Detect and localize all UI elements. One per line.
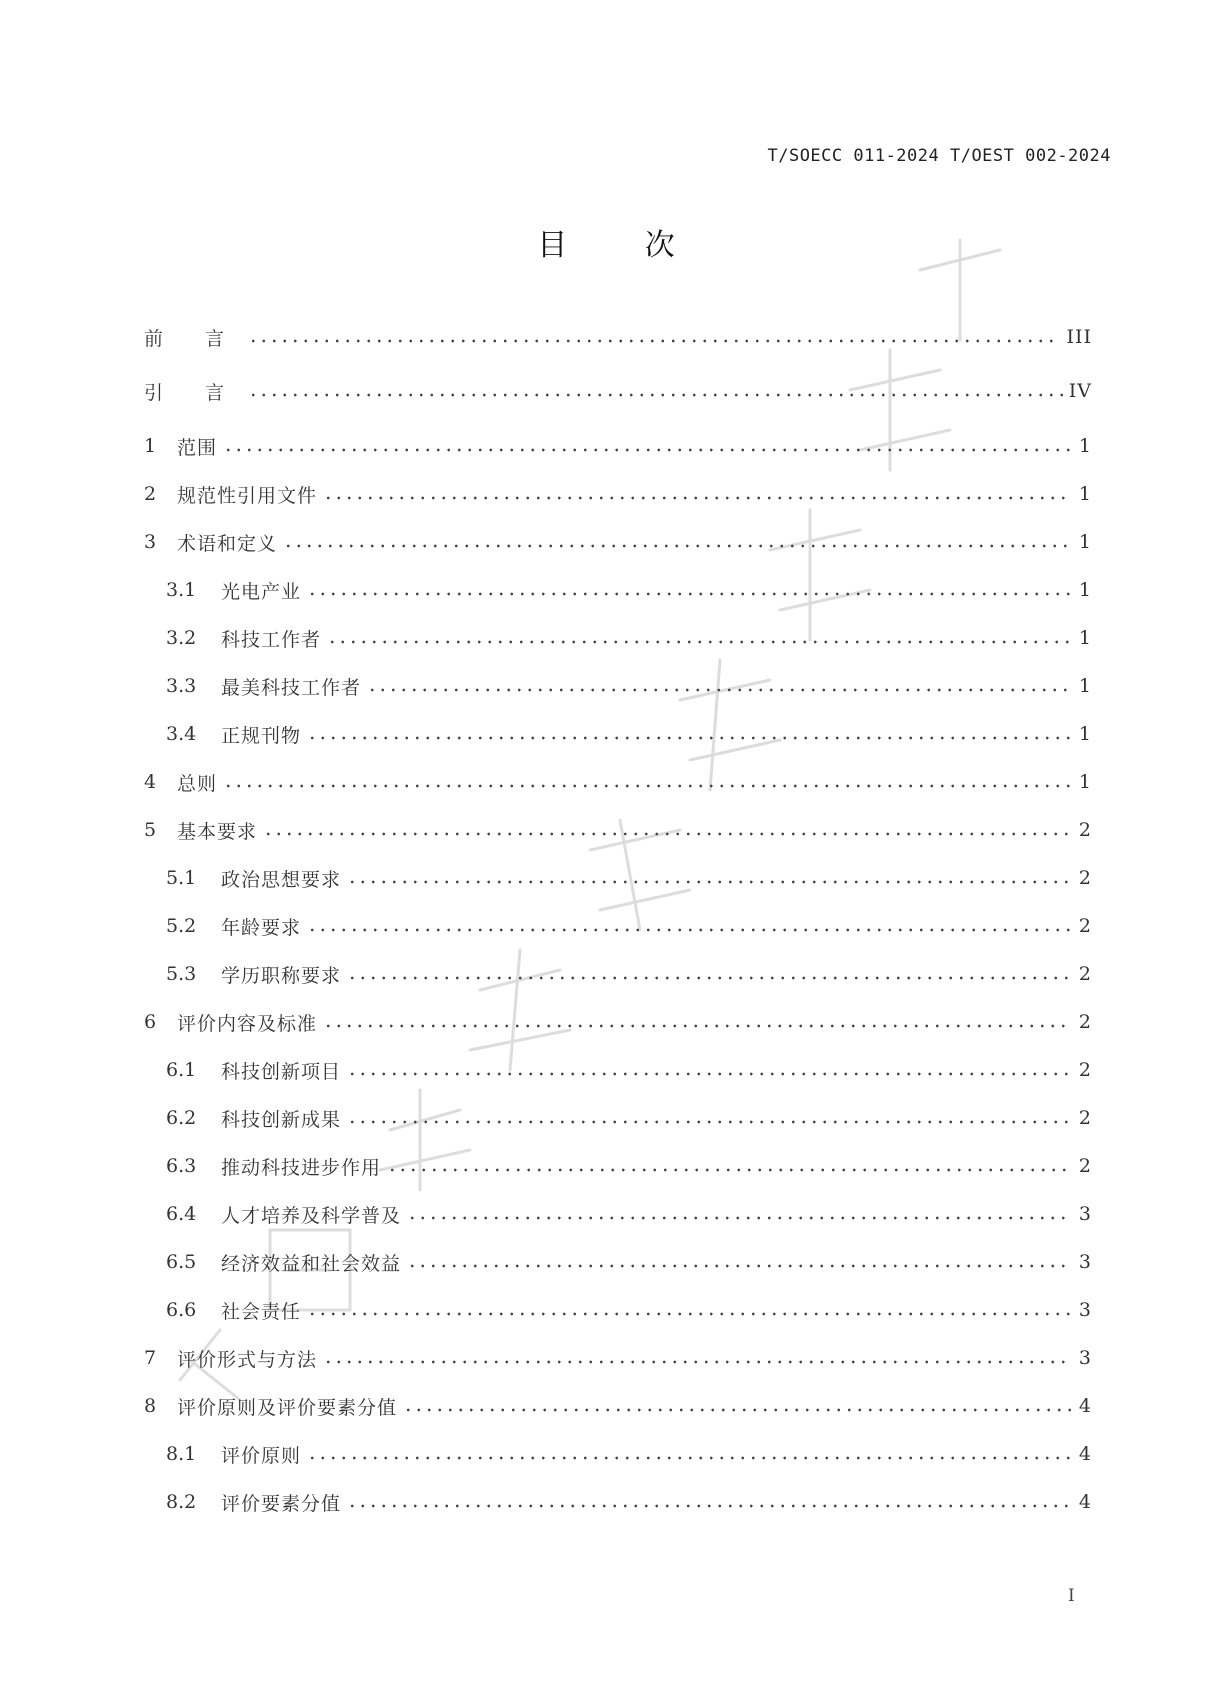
toc-entry-page: 2	[1078, 819, 1092, 841]
toc-entry[interactable]	[166, 1103, 1092, 1133]
toc-leader-dots	[263, 832, 1072, 836]
toc-entry-page: 1	[1078, 531, 1092, 553]
toc-entry-number: 8.2	[166, 1491, 197, 1513]
toc-leader-dots	[307, 592, 1072, 596]
toc-entry[interactable]	[166, 1487, 1092, 1517]
toc-entry-number: 8	[144, 1395, 157, 1417]
toc-leader-dots	[367, 688, 1072, 692]
toc-entry-label: 政治思想要求	[221, 868, 342, 891]
toc-entry[interactable]	[144, 1007, 1092, 1037]
toc-entry-page: 1	[1078, 435, 1092, 457]
toc-entry-page: 2	[1078, 963, 1092, 985]
toc-entry-label: 科技工作者	[221, 628, 322, 651]
toc-entry-label: 科技创新项目	[221, 1060, 342, 1083]
toc-entry-page: 2	[1078, 1107, 1092, 1129]
toc-entry-page: 4	[1078, 1491, 1092, 1513]
toc-entry-number: 3.1	[166, 579, 197, 601]
toc-entry-page: 2	[1078, 867, 1092, 889]
toc-entry-number: 5	[144, 819, 157, 841]
toc-entry-label: 年龄要求	[221, 916, 302, 939]
toc-entry-page: 2	[1078, 1155, 1092, 1177]
toc-entry-page: 3	[1078, 1299, 1092, 1321]
toc-entry[interactable]	[166, 863, 1092, 893]
toc-entry-number: 4	[144, 771, 157, 793]
toc-entry-number: 1	[144, 435, 157, 457]
toc-entry-page: III	[1066, 326, 1092, 348]
toc-entry-number: 3.4	[166, 723, 197, 745]
toc-leader-dots	[248, 393, 1063, 397]
toc-entry-number: 7	[144, 1347, 157, 1369]
toc-entry[interactable]	[166, 1247, 1092, 1277]
toc-leader-dots	[387, 1168, 1072, 1172]
toc-entry-number: 8.1	[166, 1443, 197, 1465]
toc-leader-dots	[403, 1408, 1072, 1412]
toc-leader-dots	[307, 1456, 1072, 1460]
toc-entry-number: 6.6	[166, 1299, 197, 1321]
toc-entry-page: 1	[1078, 771, 1092, 793]
toc-entry-page: 4	[1078, 1443, 1092, 1465]
toc-leader-dots	[323, 1024, 1072, 1028]
toc-leader-dots	[248, 339, 1060, 343]
toc-entry-number: 6.5	[166, 1251, 197, 1273]
toc-leader-dots	[307, 928, 1072, 932]
toc-entry[interactable]	[166, 911, 1092, 941]
toc-entry[interactable]	[144, 479, 1092, 509]
toc-entry-page: 4	[1078, 1395, 1092, 1417]
toc-entry[interactable]	[144, 376, 1092, 406]
toc-leader-dots	[347, 1120, 1072, 1124]
standard-code: T/SOECC 011-2024 T/OEST 002-2024	[767, 146, 1111, 166]
toc-entry-label: 总则	[177, 772, 218, 795]
toc-entry[interactable]	[166, 959, 1092, 989]
toc-entry[interactable]	[166, 1055, 1092, 1085]
toc-entry[interactable]	[144, 527, 1092, 557]
toc-entry-label: 引 言	[144, 381, 243, 404]
toc-leader-dots	[323, 1360, 1072, 1364]
toc-entry[interactable]	[144, 322, 1092, 352]
toc-entry[interactable]	[166, 1151, 1092, 1181]
toc-leader-dots	[347, 880, 1072, 884]
toc-entry-number: 6	[144, 1011, 157, 1033]
toc-entry-label: 人才培养及科学普及	[221, 1204, 402, 1227]
toc-entry-label: 评价要素分值	[221, 1492, 342, 1515]
toc-entry-number: 6.4	[166, 1203, 197, 1225]
toc-leader-dots	[327, 640, 1072, 644]
toc-entry-label: 术语和定义	[177, 532, 278, 555]
toc-entry-label: 评价内容及标准	[177, 1012, 318, 1035]
toc-entry-number: 5.2	[166, 915, 197, 937]
toc-entry-label: 前 言	[144, 327, 243, 350]
toc-entry-page: 2	[1078, 1059, 1092, 1081]
toc-entry-label: 评价形式与方法	[177, 1348, 318, 1371]
toc-leader-dots	[307, 1312, 1072, 1316]
toc-entry-number: 5.3	[166, 963, 197, 985]
toc-entry[interactable]	[144, 815, 1092, 845]
toc-entry-label: 社会责任	[221, 1300, 302, 1323]
toc-leader-dots	[347, 1504, 1072, 1508]
toc-entry-number: 2	[144, 483, 157, 505]
toc-entry-label: 学历职称要求	[221, 964, 342, 987]
toc-entry-page: 1	[1078, 675, 1092, 697]
toc-entry[interactable]	[166, 1439, 1092, 1469]
toc-entry[interactable]	[166, 1295, 1092, 1325]
toc-entry-page: 1	[1078, 579, 1092, 601]
toc-leader-dots	[347, 976, 1072, 980]
toc-entry-page: 1	[1078, 483, 1092, 505]
toc-entry-label: 规范性引用文件	[177, 484, 318, 507]
toc-entry-page: 1	[1078, 723, 1092, 745]
toc-entry[interactable]	[166, 1199, 1092, 1229]
toc-entry-page: 3	[1078, 1347, 1092, 1369]
toc-entry-label: 最美科技工作者	[221, 676, 362, 699]
toc-entry[interactable]	[144, 1391, 1092, 1421]
toc-entry-number: 3	[144, 531, 157, 553]
toc-entry-number: 6.1	[166, 1059, 197, 1081]
toc-leader-dots	[307, 736, 1072, 740]
toc-entry[interactable]	[166, 575, 1092, 605]
toc-entry-page: 2	[1078, 915, 1092, 937]
toc-leader-dots	[323, 496, 1072, 500]
toc-leader-dots	[407, 1216, 1072, 1220]
toc-entry-label: 正规刊物	[221, 724, 302, 747]
toc-entry-label: 光电产业	[221, 580, 302, 603]
toc-entry-label: 推动科技进步作用	[221, 1156, 382, 1179]
toc-leader-dots	[407, 1264, 1072, 1268]
toc-entry-label: 评价原则及评价要素分值	[177, 1396, 398, 1419]
toc-entry-number: 3.2	[166, 627, 197, 649]
toc-entry[interactable]	[166, 671, 1092, 701]
toc-entry-page: IV	[1068, 380, 1092, 402]
toc-entry[interactable]	[166, 719, 1092, 749]
toc-entry-number: 5.1	[166, 867, 197, 889]
toc-entry[interactable]	[144, 431, 1092, 461]
toc-entry-label: 科技创新成果	[221, 1108, 342, 1131]
toc-entry-page: 3	[1078, 1251, 1092, 1273]
toc-entry-label: 范围	[177, 436, 218, 459]
toc-entry-page: 2	[1078, 1011, 1092, 1033]
toc-entry-label: 评价原则	[221, 1444, 302, 1467]
toc-entry[interactable]	[144, 767, 1092, 797]
toc-entry[interactable]	[144, 1343, 1092, 1373]
toc-leader-dots	[223, 448, 1072, 452]
toc-entry-page: 3	[1078, 1203, 1092, 1225]
toc-entry-page: 1	[1078, 627, 1092, 649]
toc-entry-number: 6.2	[166, 1107, 197, 1129]
toc-entry-label: 基本要求	[177, 820, 258, 843]
toc-entry-label: 经济效益和社会效益	[221, 1252, 402, 1275]
toc-title: 目 次	[537, 228, 709, 263]
page-number: I	[1068, 1586, 1075, 1606]
toc-leader-dots	[223, 784, 1072, 788]
toc-entry-number: 3.3	[166, 675, 197, 697]
toc-entry-number: 6.3	[166, 1155, 197, 1177]
toc-leader-dots	[347, 1072, 1072, 1076]
toc-leader-dots	[283, 544, 1072, 548]
toc-entry[interactable]	[166, 623, 1092, 653]
